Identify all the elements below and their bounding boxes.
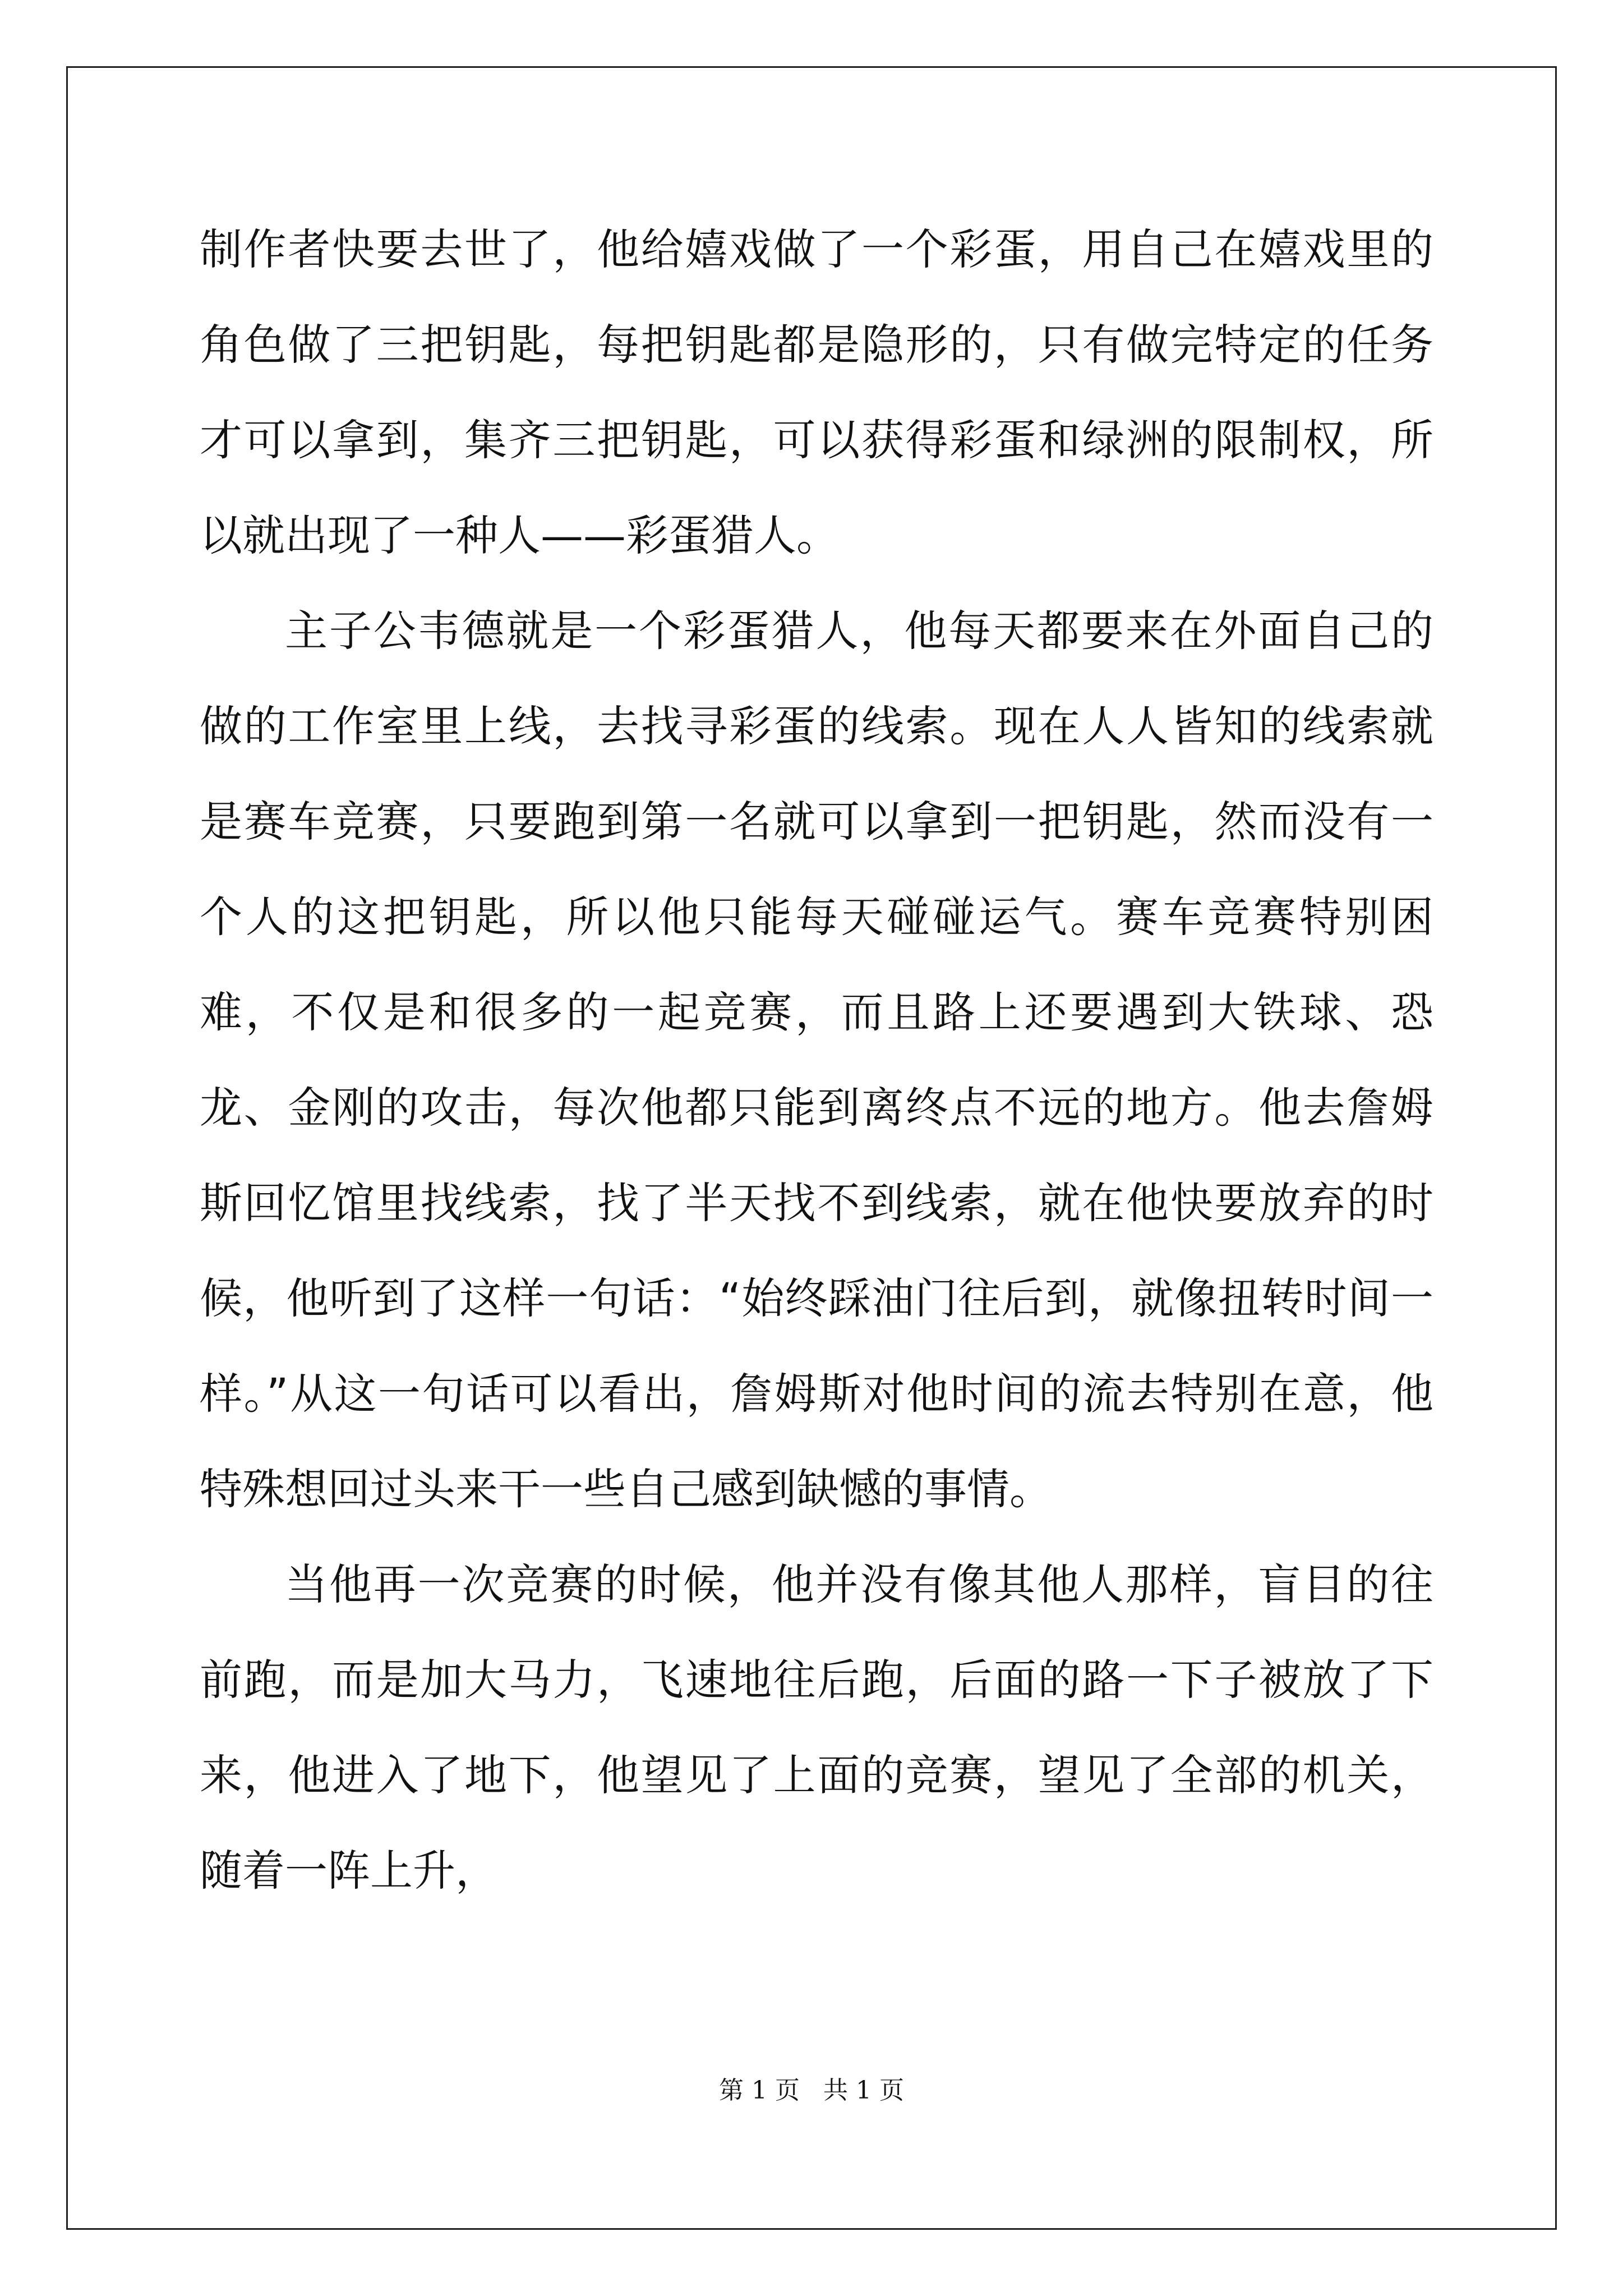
paragraph-1: 制作者快要去世了，他给嬉戏做了一个彩蛋，用自己在嬉戏里的角色做了三把钥匙，每把钥匙都是隐形的，只有做完特定的任务才可以拿到，集齐三把钥匙，可以获得彩蛋和绿洲的限制权，所以就出现了一种人——彩蛋猎人。 [200, 224, 1433, 560]
page-footer [0, 2070, 1623, 2106]
document-body [200, 202, 1433, 1918]
page-total: 共 1 页 [823, 2076, 904, 2105]
paragraph-3: 当他再一次竞赛的时候，他并没有像其他人那样，盲目的往前跑，而是加大马力，飞速地往后跑，后面的路一下子被放了下来，他进入了地下，他望见了上面的竞赛，望见了全部的机关，随着一阵上升， [200, 1559, 1433, 1895]
paragraph-2: 主子公韦德就是一个彩蛋猎人，他每天都要来在外面自己的做的工作室里上线，去找寻彩蛋的线索。现在人人皆知的线索就是赛车竞赛，只要跑到第一名就可以拿到一把钥匙，然而没有一个人的这把钥匙，所以他只能每天碰碰运气。赛车竞赛特别困难，不仅是和很多的一起竞赛，而且路上还要遇到大铁球、恐龙、金刚的攻击，每次他都只能到离终点不远的地方。他去詹姆斯回忆馆里找线索，找了半天找不到线索，就在他快要放弃的时候，他听到了这样一句话：“始终踩油门往后到，就像扭转时间一样。”从这一句话可以看出，詹姆斯对他时间的流去特别在意，他特殊想回过头来干一些自己感到缺憾的事情。 [200, 606, 1433, 1514]
page-number: 第 1 页 [719, 2076, 800, 2105]
